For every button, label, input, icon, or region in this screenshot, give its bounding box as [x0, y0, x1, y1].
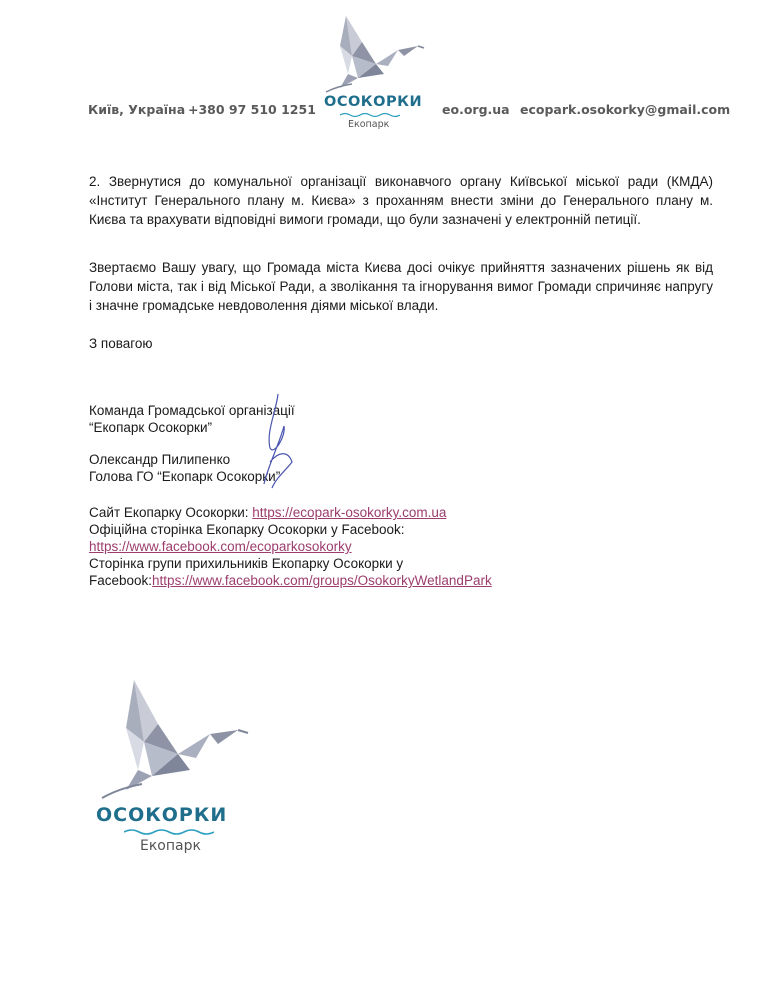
group-link[interactable]: https://www.facebook.com/groups/OsokorkyWetlandPark — [152, 573, 492, 588]
fb-label: Офіційна сторінка Екопарку Осокорки у Facebook: — [89, 522, 405, 537]
header-email: ecopark.osokorky@gmail.com — [520, 102, 731, 117]
fb-link-line — [89, 539, 352, 555]
header-logo — [318, 12, 428, 130]
header-city: Київ, Україна — [88, 102, 186, 117]
closing: З повагою — [89, 336, 153, 351]
wave-icon — [124, 828, 214, 836]
signer-name: Олександр Пилипенко — [89, 452, 231, 467]
org-line-2: “Екопарк Осокорки” — [89, 420, 212, 435]
wave-icon — [340, 112, 400, 118]
site-link[interactable]: https://ecopark-osokorky.com.ua — [252, 505, 447, 520]
group-label: Сторінка групи прихильників Екопарку Осокорки у — [89, 556, 404, 571]
signer-position: Голова ГО “Екопарк Осокорки” — [89, 469, 281, 484]
group-label-2: Facebook: — [89, 573, 153, 588]
logo-subtitle: Екопарк — [348, 119, 390, 130]
group-line — [89, 573, 492, 589]
stork-icon — [96, 680, 256, 800]
logo-name: ОСОКОРКИ — [324, 94, 423, 110]
site-label: Сайт Екопарку Осокорки: — [89, 505, 253, 520]
paragraph-1: 2. Звернутися до комунальної організації виконавчого органу Київської міської ради (КМДА) «Інститут Генерального плану м. Києва» з проханням внести зміни до Генерального плану м. Києва та врахувати відповідні вимоги громади, що були зазначені у електронній петиції. — [89, 174, 713, 227]
paragraph-2: Звертаємо Вашу увагу, що Громада міста Києва досі очікує прийняття зазначених рішень як від Голови міста, так і від Міської Ради, а зволікання та ігнорування вимог Громади спричиняє напругу і значне громадське невдоволення діями міської влади. — [89, 260, 713, 313]
fb-link[interactable]: https://www.facebook.com/ecoparkosokorky — [89, 539, 352, 554]
footer-logo-name: ОСОКОРКИ — [96, 804, 228, 826]
footer-logo-subtitle: Екопарк — [140, 838, 201, 854]
handwritten-signature — [258, 392, 298, 492]
footer-logo — [96, 680, 256, 860]
stork-icon — [318, 12, 428, 94]
header-site: eo.org.ua — [442, 102, 510, 117]
header-phone: +380 97 510 1251 — [188, 102, 316, 117]
org-line-1: Команда Громадської організації — [89, 403, 295, 418]
site-line — [89, 505, 446, 521]
